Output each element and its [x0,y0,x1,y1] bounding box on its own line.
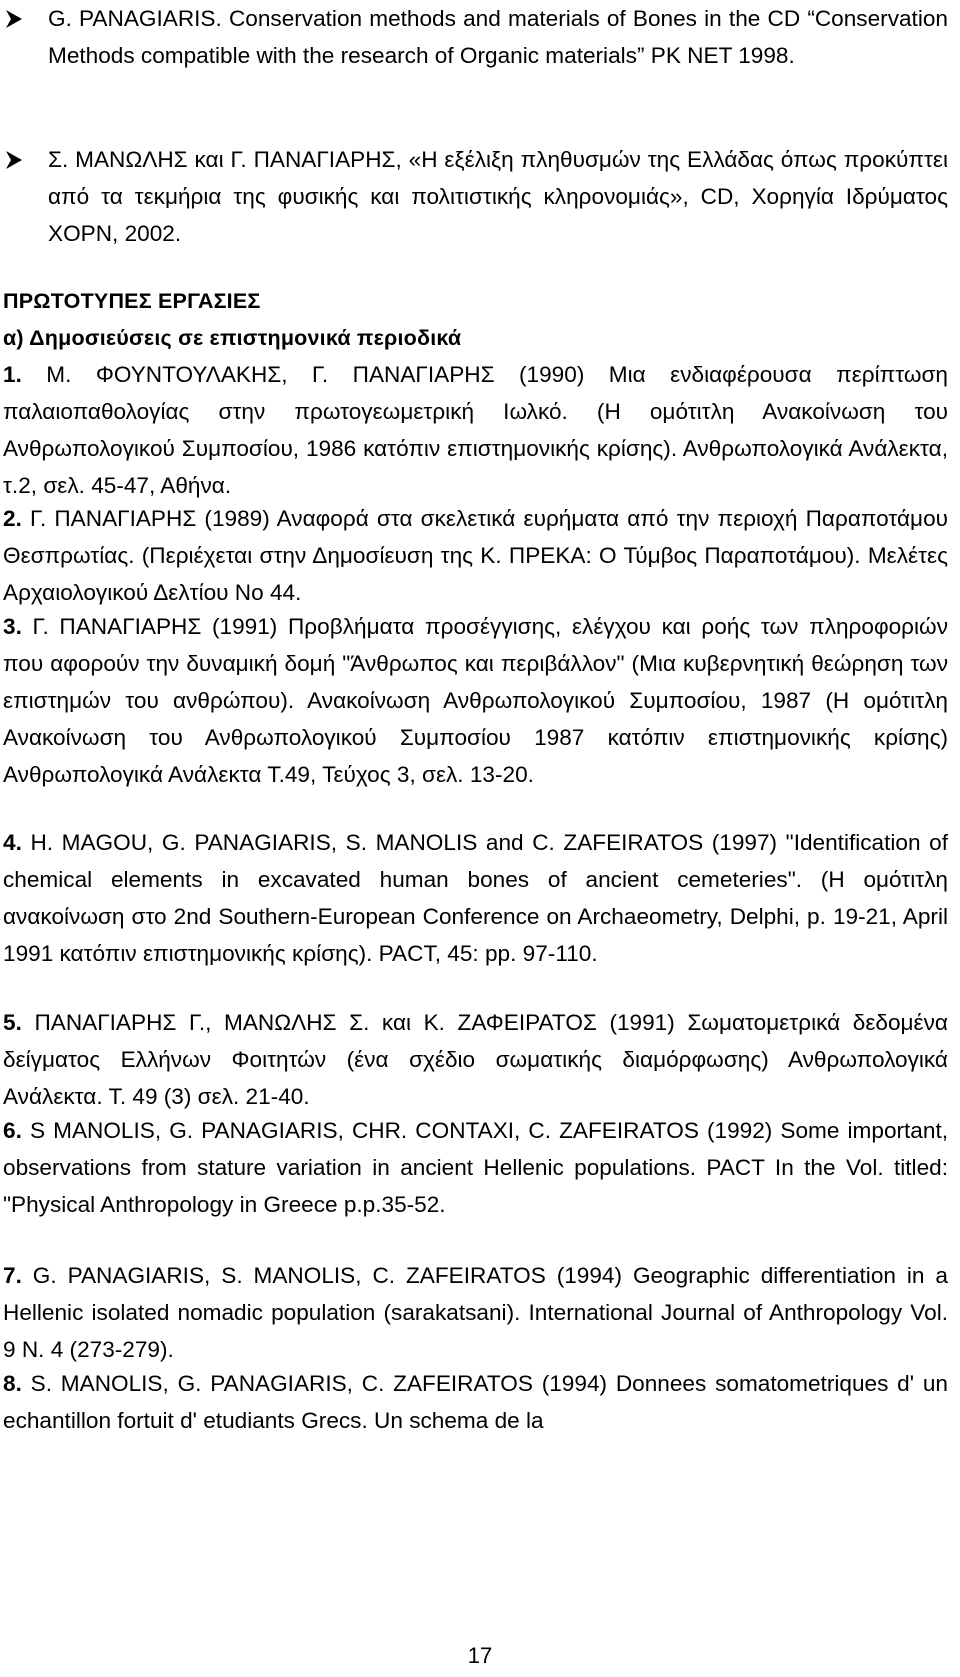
arrowhead-bullet-icon [0,0,30,37]
bullet-item [48,141,948,252]
entry-text: G. PANAGIARIS, S. MANOLIS, C. ZAFEIRATOS (1994) Geographic differentiation in a Hellenic isolated nomadic population (sarakatsani). International Journal of Anthropology Vol. 9 N. 4 (273-279). [3,1263,948,1362]
entry-text: S MANOLIS, G. PANAGIARIS, CHR. CONTAXI, C. ZAFEIRATOS (1992) Some important, observations from stature variation in ancient Hellenic populations. PACT In the Vol. titled: "Physical Anthropology in Greece p.p.35-52. [3,1118,948,1217]
page-number: 17 [467,1643,493,1668]
section-heading: ΠΡΩΤΟΤΥΠΕΣ ΕΡΓΑΣΙΕΣ [3,289,261,313]
publication-entry [3,500,948,611]
entry-number: 4. [3,830,22,855]
entry-text: Γ. ΠΑΝΑΓΙΑΡΗΣ (1989) Αναφορά στα σκελετικά ευρήματα από την περιοχή Παραποτάμου Θεσπρωτίας. (Περιέχεται στην Δημοσίευση της Κ. ΠΡΕΚΑ: Ο Τύμβος Παραποτάμου). Μελέτες Αρχαιολογικού Δελτίου Νο 44. [3,506,948,605]
entry-number: 3. [3,614,22,639]
bullet-item [48,0,948,74]
entry-number: 2. [3,506,22,531]
entry-number: 7. [3,1263,22,1288]
subsection-heading: α) Δημοσιεύσεις σε επιστημονικά περιοδικά [3,326,462,350]
publication-entry [3,1257,948,1368]
entry-number: 5. [3,1010,22,1035]
publication-entry [3,356,948,504]
entry-number: 6. [3,1118,22,1143]
arrowhead-bullet-icon [0,141,30,178]
entry-text: S. MANOLIS, G. PANAGIARIS, C. ZAFEIRATOS (1994) Donnees somatometriques d' un echantillon fortuit d' etudiants Grecs. Un schema de la [3,1371,948,1433]
publication-entry [3,1365,948,1439]
entry-text: ΠΑΝΑΓΙΑΡΗΣ Γ., ΜΑΝΩΛΗΣ Σ. και Κ. ΖΑΦΕΙΡΑΤΟΣ (1991) Σωματομετρικά δεδομένα δείγματος Ελλήνων Φοιτητών (ένα σχέδιο σωματικής διαμόρφωσης) Ανθρωπολογικά Ανάλεκτα. Τ. 49 (3) σελ. 21-40. [3,1010,948,1109]
publication-entry [3,824,948,972]
publication-entry [3,608,948,793]
entry-text: Μ. ΦΟΥΝΤΟΥΛΑΚΗΣ, Γ. ΠΑΝΑΓΙΑΡΗΣ (1990) Μια ενδιαφέρουσα περίπτωση παλαιοπαθολογίας στην πρωτογεωμετρική Ιωλκό. (Η ομότιτλη Ανακοίνωση του Ανθρωπολογικού Συμποσίου, 1986 κατόπιν επιστημονικής κρίσης). Ανθρωπολογικά Ανάλεκτα, τ.2, σελ. 45-47, Αθήνα. [3,362,948,498]
entry-text: Γ. ΠΑΝΑΓΙΑΡΗΣ (1991) Προβλήματα προσέγγισης, ελέγχου και ροής των πληροφοριών που αφορούν την δυναμική δομή "Άνθρωπος και περιβάλλον" (Μια κυβερνητική θεώρηση των επιστημών του ανθρώπου). Ανακοίνωση Ανθρωπολογικού Συμποσίου, 1987 (Η ομότιτλη Ανακοίνωση του Ανθρωπολογικού Συμποσίου 1987 κατόπιν επιστημονικής κρίσης) Ανθρωπολογικά Ανάλεκτα Τ.49, Τεύχος 3, σελ. 13-20. [3,614,948,787]
entry-number: 1. [3,362,22,387]
publication-entry [3,1112,948,1223]
bullet-text: G. PANAGIARIS. Conservation methods and materials of Bones in the CD “Conservation Methods compatible with the research of Organic materials” PK NET 1998. [48,6,948,68]
publication-entry [3,1004,948,1115]
entry-number: 8. [3,1371,22,1396]
entry-text: H. MAGOU, G. PANAGIARIS, S. MANOLIS and C. ZAFEIRATOS (1997) "Identification of chemical elements in excavated human bones of ancient cemeteries". (Η ομότιτλη ανακοίνωση στο 2nd Southern-European Conference on Archaeometry, Delphi, p. 19-21, April 1991 κατόπιν επιστημονικής κρίσης). PACT, 45: pp. 97-110. [3,830,949,966]
bullet-text: Σ. ΜΑΝΩΛΗΣ και Γ. ΠΑΝΑΓΙΑΡΗΣ, «Η εξέλιξη πληθυσμών της Ελλάδας όπως προκύπτει από τα τεκμήρια της φυσικής και πολιτιστικής κληρονομιάς», CD, Χορηγία Ιδρύματος ΧΟΡΝ, 2002. [48,147,948,246]
